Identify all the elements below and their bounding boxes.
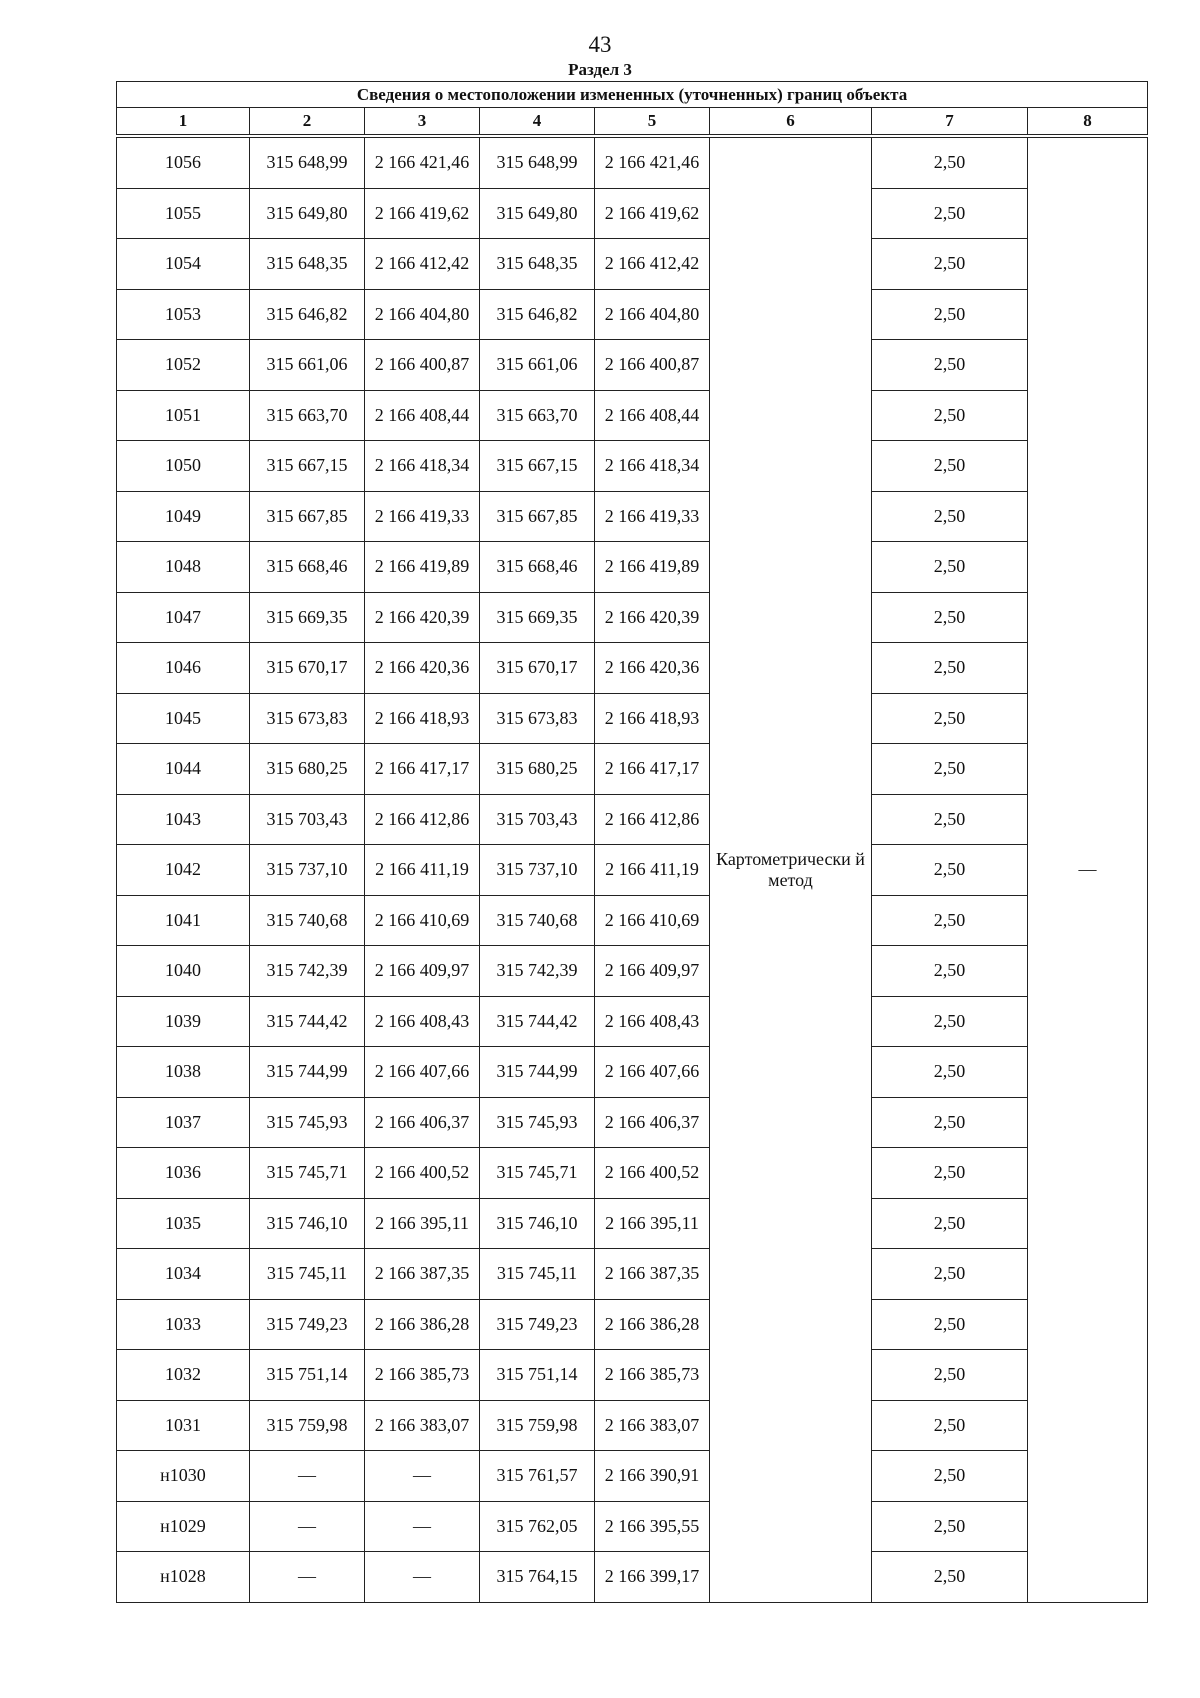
point-number-cell: 1046 <box>117 643 250 694</box>
precision-cell: 2,50 <box>872 188 1028 239</box>
new-x-cell: 315 673,83 <box>480 693 595 744</box>
table-row <box>117 542 1148 593</box>
new-y-cell: 2 166 400,87 <box>595 340 710 391</box>
point-number-cell: н1028 <box>117 1552 250 1603</box>
table-row <box>117 239 1148 290</box>
new-y-cell: 2 166 419,33 <box>595 491 710 542</box>
old-y-cell: 2 166 406,37 <box>365 1097 480 1148</box>
new-x-cell: 315 742,39 <box>480 946 595 997</box>
table-row <box>117 1400 1148 1451</box>
old-x-cell: 315 742,39 <box>250 946 365 997</box>
precision-cell: 2,50 <box>872 693 1028 744</box>
column-number: 3 <box>365 108 480 135</box>
new-y-cell: 2 166 385,73 <box>595 1350 710 1401</box>
table-row <box>117 1451 1148 1502</box>
new-y-cell: 2 166 412,86 <box>595 794 710 845</box>
old-x-cell: 315 744,99 <box>250 1047 365 1098</box>
new-x-cell: 315 663,70 <box>480 390 595 441</box>
old-y-cell: 2 166 408,43 <box>365 996 480 1047</box>
precision-cell: 2,50 <box>872 946 1028 997</box>
old-x-cell: 315 703,43 <box>250 794 365 845</box>
old-x-cell: 315 663,70 <box>250 390 365 441</box>
new-y-cell: 2 166 408,43 <box>595 996 710 1047</box>
table-caption: Сведения о местоположении измененных (уточненных) границ объекта <box>117 82 1148 108</box>
precision-cell: 2,50 <box>872 239 1028 290</box>
old-y-cell: 2 166 386,28 <box>365 1299 480 1350</box>
point-number-cell: 1049 <box>117 491 250 542</box>
old-x-cell: 315 667,85 <box>250 491 365 542</box>
table-row <box>117 1047 1148 1098</box>
old-y-cell: 2 166 387,35 <box>365 1249 480 1300</box>
new-x-cell: 315 745,93 <box>480 1097 595 1148</box>
old-x-cell: 315 661,06 <box>250 340 365 391</box>
table-row <box>117 1198 1148 1249</box>
new-y-cell: 2 166 411,19 <box>595 845 710 896</box>
old-y-cell: 2 166 400,87 <box>365 340 480 391</box>
section-title: Раздел 3 <box>568 60 632 79</box>
new-x-cell: 315 670,17 <box>480 643 595 694</box>
point-number-cell: 1050 <box>117 441 250 492</box>
new-y-cell: 2 166 387,35 <box>595 1249 710 1300</box>
point-number-cell: 1055 <box>117 188 250 239</box>
new-x-cell: 315 744,42 <box>480 996 595 1047</box>
precision-cell: 2,50 <box>872 1501 1028 1552</box>
new-y-cell: 2 166 419,62 <box>595 188 710 239</box>
old-y-cell: 2 166 419,89 <box>365 542 480 593</box>
old-x-cell: 315 737,10 <box>250 845 365 896</box>
old-x-cell: 315 759,98 <box>250 1400 365 1451</box>
precision-cell: 2,50 <box>872 1451 1028 1502</box>
new-y-cell: 2 166 410,69 <box>595 895 710 946</box>
old-y-cell: 2 166 412,42 <box>365 239 480 290</box>
new-x-cell: 315 751,14 <box>480 1350 595 1401</box>
precision-cell: 2,50 <box>872 895 1028 946</box>
table-row <box>117 643 1148 694</box>
new-y-cell: 2 166 418,34 <box>595 441 710 492</box>
boundary-coordinates-table <box>116 81 1148 1603</box>
precision-cell: 2,50 <box>872 289 1028 340</box>
old-y-cell: — <box>365 1552 480 1603</box>
old-x-cell: 315 646,82 <box>250 289 365 340</box>
new-x-cell: 315 746,10 <box>480 1198 595 1249</box>
table-row <box>117 188 1148 239</box>
precision-cell: 2,50 <box>872 1198 1028 1249</box>
new-y-cell: 2 166 400,52 <box>595 1148 710 1199</box>
new-y-cell: 2 166 383,07 <box>595 1400 710 1451</box>
old-y-cell: — <box>365 1501 480 1552</box>
old-x-cell: 315 648,35 <box>250 239 365 290</box>
point-number-cell: 1035 <box>117 1198 250 1249</box>
table-row <box>117 1350 1148 1401</box>
old-y-cell: 2 166 421,46 <box>365 138 480 189</box>
table-row <box>117 289 1148 340</box>
point-number-cell: 1041 <box>117 895 250 946</box>
old-y-cell: — <box>365 1451 480 1502</box>
precision-cell: 2,50 <box>872 845 1028 896</box>
new-y-cell: 2 166 395,55 <box>595 1501 710 1552</box>
precision-cell: 2,50 <box>872 1350 1028 1401</box>
page-number: 43 <box>588 32 612 57</box>
table-row <box>117 693 1148 744</box>
new-x-cell: 315 680,25 <box>480 744 595 795</box>
new-y-cell: 2 166 407,66 <box>595 1047 710 1098</box>
new-x-cell: 315 764,15 <box>480 1552 595 1603</box>
point-number-cell: 1047 <box>117 592 250 643</box>
new-x-cell: 315 744,99 <box>480 1047 595 1098</box>
old-y-cell: 2 166 420,36 <box>365 643 480 694</box>
table-row <box>117 1299 1148 1350</box>
point-number-cell: 1033 <box>117 1299 250 1350</box>
old-y-cell: 2 166 385,73 <box>365 1350 480 1401</box>
point-number-cell: 1054 <box>117 239 250 290</box>
old-x-cell: 315 744,42 <box>250 996 365 1047</box>
precision-cell: 2,50 <box>872 340 1028 391</box>
new-x-cell: 315 740,68 <box>480 895 595 946</box>
old-y-cell: 2 166 418,93 <box>365 693 480 744</box>
new-y-cell: 2 166 418,93 <box>595 693 710 744</box>
old-y-cell: 2 166 420,39 <box>365 592 480 643</box>
old-y-cell: 2 166 419,62 <box>365 188 480 239</box>
new-x-cell: 315 759,98 <box>480 1400 595 1451</box>
table-row <box>117 592 1148 643</box>
new-x-cell: 315 667,15 <box>480 441 595 492</box>
new-x-cell: 315 667,85 <box>480 491 595 542</box>
precision-cell: 2,50 <box>872 390 1028 441</box>
new-x-cell: 315 749,23 <box>480 1299 595 1350</box>
precision-cell: 2,50 <box>872 794 1028 845</box>
table-row <box>117 441 1148 492</box>
new-x-cell: 315 661,06 <box>480 340 595 391</box>
new-x-cell: 315 737,10 <box>480 845 595 896</box>
column-number-row <box>117 108 1148 135</box>
precision-cell: 2,50 <box>872 1400 1028 1451</box>
column-number: 4 <box>480 108 595 135</box>
precision-cell: 2,50 <box>872 1047 1028 1098</box>
old-y-cell: 2 166 404,80 <box>365 289 480 340</box>
precision-cell: 2,50 <box>872 1552 1028 1603</box>
new-y-cell: 2 166 421,46 <box>595 138 710 189</box>
point-number-cell: 1036 <box>117 1148 250 1199</box>
old-x-cell: 315 746,10 <box>250 1198 365 1249</box>
new-x-cell: 315 745,71 <box>480 1148 595 1199</box>
old-y-cell: 2 166 418,34 <box>365 441 480 492</box>
new-x-cell: 315 761,57 <box>480 1451 595 1502</box>
table-row <box>117 1148 1148 1199</box>
precision-cell: 2,50 <box>872 1299 1028 1350</box>
new-y-cell: 2 166 420,36 <box>595 643 710 694</box>
new-x-cell: 315 649,80 <box>480 188 595 239</box>
point-number-cell: 1039 <box>117 996 250 1047</box>
old-y-cell: 2 166 410,69 <box>365 895 480 946</box>
point-number-cell: 1044 <box>117 744 250 795</box>
column-number: 6 <box>710 108 872 135</box>
table-row <box>117 138 1148 189</box>
old-y-cell: 2 166 407,66 <box>365 1047 480 1098</box>
old-x-cell: 315 680,25 <box>250 744 365 795</box>
new-x-cell: 315 648,99 <box>480 138 595 189</box>
old-x-cell: 315 745,71 <box>250 1148 365 1199</box>
old-x-cell: 315 670,17 <box>250 643 365 694</box>
old-y-cell: 2 166 409,97 <box>365 946 480 997</box>
precision-cell: 2,50 <box>872 491 1028 542</box>
old-x-cell: 315 648,99 <box>250 138 365 189</box>
new-x-cell: 315 669,35 <box>480 592 595 643</box>
point-number-cell: 1048 <box>117 542 250 593</box>
old-x-cell: 315 673,83 <box>250 693 365 744</box>
column-8-cell: — <box>1028 138 1148 1603</box>
table-row <box>117 996 1148 1047</box>
old-x-cell: — <box>250 1552 365 1603</box>
point-number-cell: 1032 <box>117 1350 250 1401</box>
table-row <box>117 946 1148 997</box>
point-number-cell: н1030 <box>117 1451 250 1502</box>
precision-cell: 2,50 <box>872 1148 1028 1199</box>
new-y-cell: 2 166 412,42 <box>595 239 710 290</box>
table-row <box>117 390 1148 441</box>
column-number: 1 <box>117 108 250 135</box>
table-row <box>117 1249 1148 1300</box>
table-row <box>117 491 1148 542</box>
precision-cell: 2,50 <box>872 996 1028 1047</box>
old-x-cell: 315 749,23 <box>250 1299 365 1350</box>
old-x-cell: 315 669,35 <box>250 592 365 643</box>
table-row <box>117 895 1148 946</box>
old-y-cell: 2 166 419,33 <box>365 491 480 542</box>
point-number-cell: н1029 <box>117 1501 250 1552</box>
old-x-cell: 315 745,11 <box>250 1249 365 1300</box>
new-x-cell: 315 668,46 <box>480 542 595 593</box>
column-number: 5 <box>595 108 710 135</box>
point-number-cell: 1056 <box>117 138 250 189</box>
point-number-cell: 1038 <box>117 1047 250 1098</box>
precision-cell: 2,50 <box>872 643 1028 694</box>
point-number-cell: 1045 <box>117 693 250 744</box>
new-x-cell: 315 648,35 <box>480 239 595 290</box>
old-y-cell: 2 166 383,07 <box>365 1400 480 1451</box>
precision-cell: 2,50 <box>872 592 1028 643</box>
new-x-cell: 315 703,43 <box>480 794 595 845</box>
new-y-cell: 2 166 404,80 <box>595 289 710 340</box>
precision-cell: 2,50 <box>872 441 1028 492</box>
table-row <box>117 794 1148 845</box>
new-y-cell: 2 166 395,11 <box>595 1198 710 1249</box>
method-cell: Картометрически й метод <box>710 138 872 1603</box>
new-y-cell: 2 166 406,37 <box>595 1097 710 1148</box>
point-number-cell: 1037 <box>117 1097 250 1148</box>
point-number-cell: 1051 <box>117 390 250 441</box>
old-y-cell: 2 166 411,19 <box>365 845 480 896</box>
old-x-cell: — <box>250 1451 365 1502</box>
old-x-cell: — <box>250 1501 365 1552</box>
column-number: 2 <box>250 108 365 135</box>
new-y-cell: 2 166 417,17 <box>595 744 710 795</box>
old-y-cell: 2 166 412,86 <box>365 794 480 845</box>
precision-cell: 2,50 <box>872 1097 1028 1148</box>
old-x-cell: 315 740,68 <box>250 895 365 946</box>
point-number-cell: 1031 <box>117 1400 250 1451</box>
new-y-cell: 2 166 420,39 <box>595 592 710 643</box>
table-row <box>117 845 1148 896</box>
old-y-cell: 2 166 400,52 <box>365 1148 480 1199</box>
point-number-cell: 1042 <box>117 845 250 896</box>
new-y-cell: 2 166 408,44 <box>595 390 710 441</box>
old-y-cell: 2 166 417,17 <box>365 744 480 795</box>
new-x-cell: 315 745,11 <box>480 1249 595 1300</box>
column-number: 7 <box>872 108 1028 135</box>
new-y-cell: 2 166 409,97 <box>595 946 710 997</box>
new-y-cell: 2 166 386,28 <box>595 1299 710 1350</box>
table-row <box>117 1552 1148 1603</box>
new-y-cell: 2 166 419,89 <box>595 542 710 593</box>
precision-cell: 2,50 <box>872 138 1028 189</box>
precision-cell: 2,50 <box>872 1249 1028 1300</box>
precision-cell: 2,50 <box>872 542 1028 593</box>
old-y-cell: 2 166 395,11 <box>365 1198 480 1249</box>
old-x-cell: 315 745,93 <box>250 1097 365 1148</box>
point-number-cell: 1043 <box>117 794 250 845</box>
old-x-cell: 315 649,80 <box>250 188 365 239</box>
point-number-cell: 1034 <box>117 1249 250 1300</box>
old-y-cell: 2 166 408,44 <box>365 390 480 441</box>
new-y-cell: 2 166 390,91 <box>595 1451 710 1502</box>
new-x-cell: 315 762,05 <box>480 1501 595 1552</box>
precision-cell: 2,50 <box>872 744 1028 795</box>
table-row <box>117 744 1148 795</box>
point-number-cell: 1040 <box>117 946 250 997</box>
table-row <box>117 1097 1148 1148</box>
table-row <box>117 1501 1148 1552</box>
old-x-cell: 315 667,15 <box>250 441 365 492</box>
new-y-cell: 2 166 399,17 <box>595 1552 710 1603</box>
old-x-cell: 315 751,14 <box>250 1350 365 1401</box>
point-number-cell: 1053 <box>117 289 250 340</box>
point-number-cell: 1052 <box>117 340 250 391</box>
old-x-cell: 315 668,46 <box>250 542 365 593</box>
table-body <box>117 138 1148 1603</box>
column-number: 8 <box>1028 108 1148 135</box>
table-row <box>117 340 1148 391</box>
new-x-cell: 315 646,82 <box>480 289 595 340</box>
